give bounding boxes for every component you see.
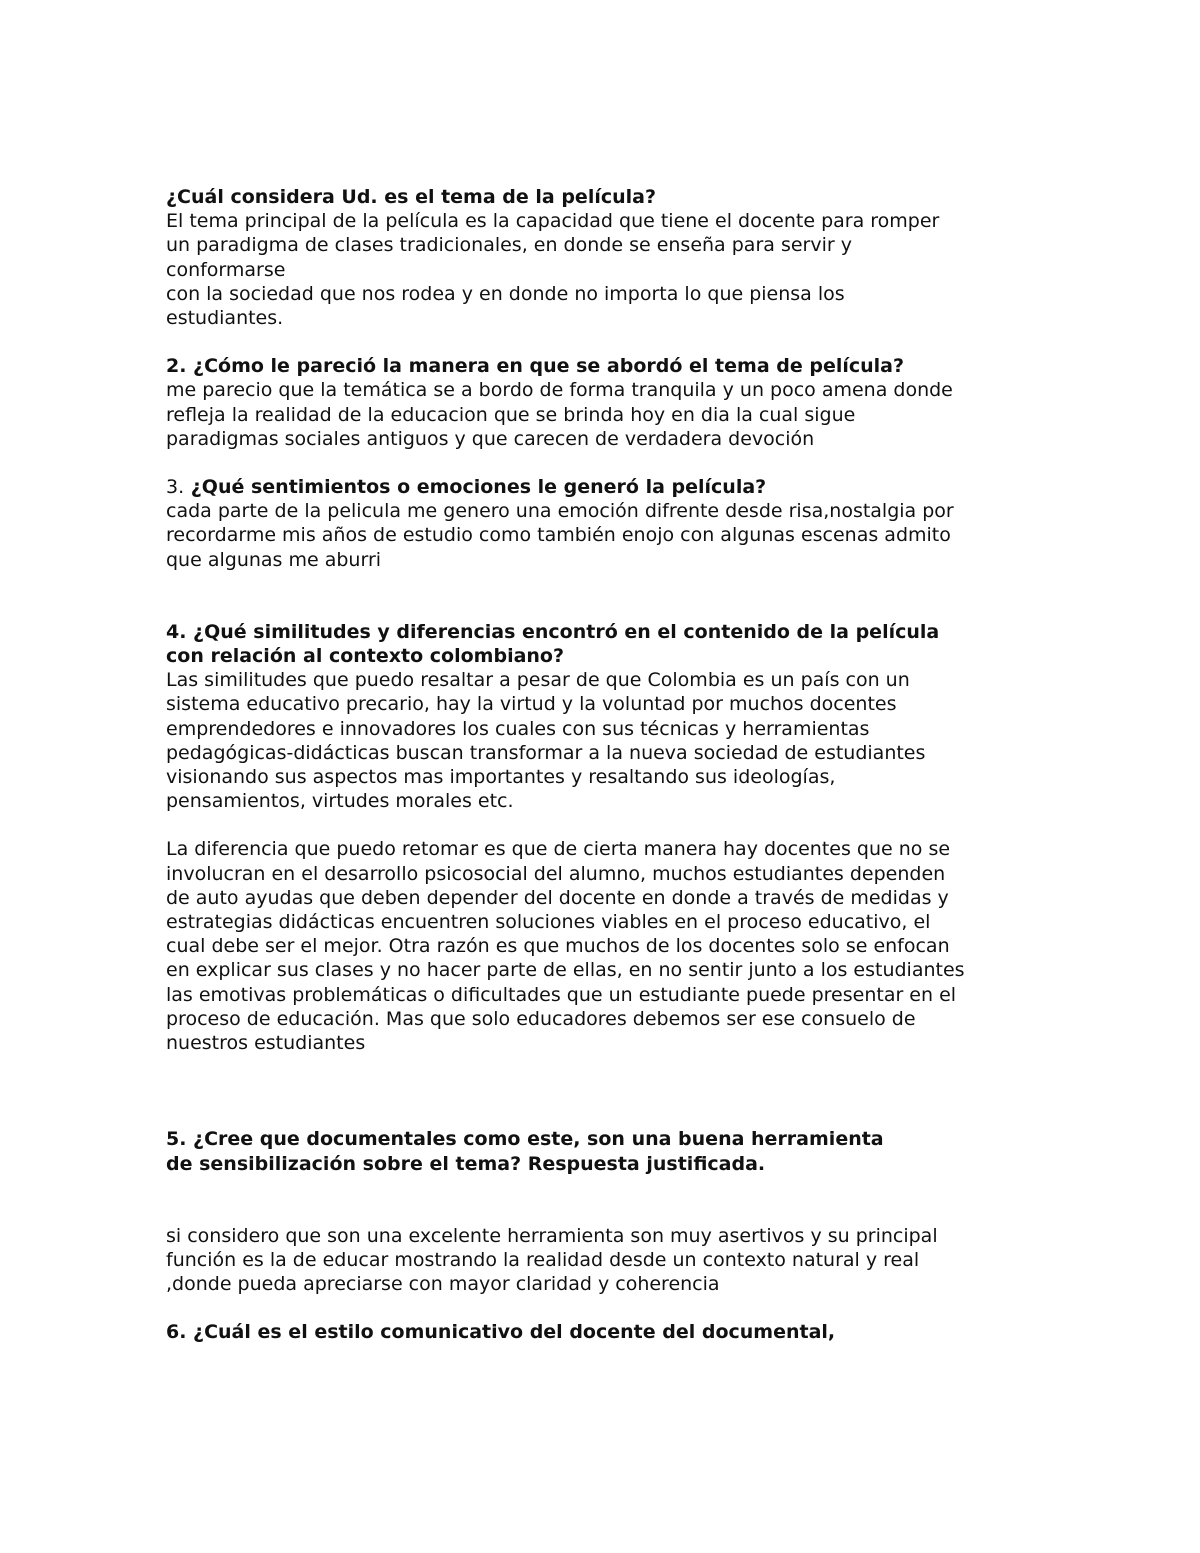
- answer-1-line: con la sociedad que nos rodea y en donde no importa lo que piensa los: [166, 282, 845, 305]
- answer-5-line: función es la de educar mostrando la realidad desde un contexto natural y real: [166, 1248, 920, 1271]
- question-4-line: con relación al contexto colombiano?: [166, 645, 564, 668]
- answer-4b-line: La diferencia que puedo retomar es que de cierta manera hay docentes que no se: [166, 838, 951, 861]
- question-3-text: ¿Qué sentimientos o emociones le generó la película?: [190, 476, 767, 499]
- answer-2-line: refleja la realidad de la educacion que se brinda hoy en dia la cual sigue: [166, 403, 856, 426]
- answer-4: [166, 668, 1046, 813]
- answer-1-line: El tema principal de la película es la capacidad que tiene el docente para romper: [166, 210, 940, 233]
- answer-2-line: paradigmas sociales antiguos y que carecen de verdadera devoción: [166, 427, 815, 450]
- answer-4-line: sistema educativo precario, hay la virtud y la voluntad por muchos docentes: [166, 693, 897, 716]
- answer-4b-line: involucran en el desarrollo psicosocial del alumno, muchos estudiantes dependen: [166, 862, 946, 885]
- question-1-text: ¿Cuál considera Ud. es el tema de la película?: [166, 186, 656, 208]
- answer-3-line: recordarme mis años de estudio como también enojo con algunas escenas admito: [166, 524, 951, 547]
- spacer: [166, 572, 1046, 620]
- document-body: [166, 185, 1046, 1345]
- answer-1-line: un paradigma de clases tradicionales, en donde se enseña para servir y: [166, 234, 852, 257]
- answer-3-line: que algunas me aburri: [166, 548, 382, 571]
- answer-1-line: conformarse: [166, 258, 286, 281]
- answer-1: [166, 209, 1046, 330]
- spacer: [166, 451, 1046, 475]
- spacer: [166, 330, 1046, 354]
- answer-4b-line: proceso de educación. Mas que solo educadores debemos ser ese consuelo de: [166, 1007, 916, 1030]
- answer-2-line: me parecio que la temática se a bordo de forma tranquila y un poco amena donde: [166, 379, 953, 402]
- question-5-line: 5. ¿Cree que documentales como este, son una buena herramienta: [166, 1128, 884, 1151]
- question-5: [166, 1127, 1046, 1175]
- answer-4b-line: en explicar sus clases y no hacer parte de ellas, en no sentir junto a los estudiantes: [166, 959, 965, 982]
- answer-4-line: pedagógicas-didácticas buscan transformar a la nueva sociedad de estudiantes: [166, 741, 926, 764]
- answer-4-line: visionando sus aspectos mas importantes y resaltando sus ideologías,: [166, 766, 836, 789]
- answer-4b-line: las emotivas problemáticas o dificultades que un estudiante puede presentar en el: [166, 983, 957, 1006]
- spacer: [166, 1055, 1046, 1127]
- answer-4b-line: estrategias didácticas encuentren soluciones viables en el proceso educativo, el: [166, 911, 931, 934]
- question-2: [166, 354, 1046, 378]
- answer-4b-line: de auto ayudas que deben depender del docente en donde a través de medidas y: [166, 886, 949, 909]
- question-2-text: 2. ¿Cómo le pareció la manera en que se abordó el tema de película?: [166, 355, 905, 378]
- answer-5-line: si considero que son una excelente herramienta son muy asertivos y su principal: [166, 1224, 938, 1247]
- answer-5: [166, 1224, 1046, 1297]
- answer-4b-line: cual debe ser el mejor. Otra razón es que muchos de los docentes solo se enfocan: [166, 935, 950, 958]
- answer-1-line: estudiantes.: [166, 307, 284, 330]
- spacer: [166, 1296, 1046, 1320]
- question-6: [166, 1320, 1046, 1344]
- answer-4-line: pensamientos, virtudes morales etc.: [166, 790, 514, 813]
- question-1: [166, 185, 1046, 209]
- question-6-text: 6. ¿Cuál es el estilo comunicativo del docente del documental,: [166, 1321, 836, 1344]
- answer-2: [166, 378, 1046, 451]
- answer-5-line: ,donde pueda apreciarse con mayor claridad y coherencia: [166, 1273, 720, 1296]
- answer-4b-line: nuestros estudiantes: [166, 1032, 366, 1055]
- question-4-line: 4. ¿Qué similitudes y diferencias encontró en el contenido de la película: [166, 620, 940, 643]
- spacer: [166, 813, 1046, 837]
- answer-4-line: Las similitudes que puedo resaltar a pesar de que Colombia es un país con un: [166, 669, 910, 692]
- question-3-number: 3.: [166, 476, 185, 499]
- question-3: [166, 475, 1046, 499]
- question-4: [166, 620, 1046, 668]
- answer-3: [166, 499, 1046, 572]
- answer-4-part-2: [166, 837, 1046, 1055]
- question-5-line: de sensibilización sobre el tema? Respuesta justificada.: [166, 1152, 766, 1175]
- answer-3-line: cada parte de la pelicula me genero una emoción difrente desde risa,nostalgia por: [166, 500, 954, 523]
- answer-4-line: emprendedores e innovadores los cuales con sus técnicas y herramientas: [166, 717, 870, 740]
- spacer: [166, 1176, 1046, 1224]
